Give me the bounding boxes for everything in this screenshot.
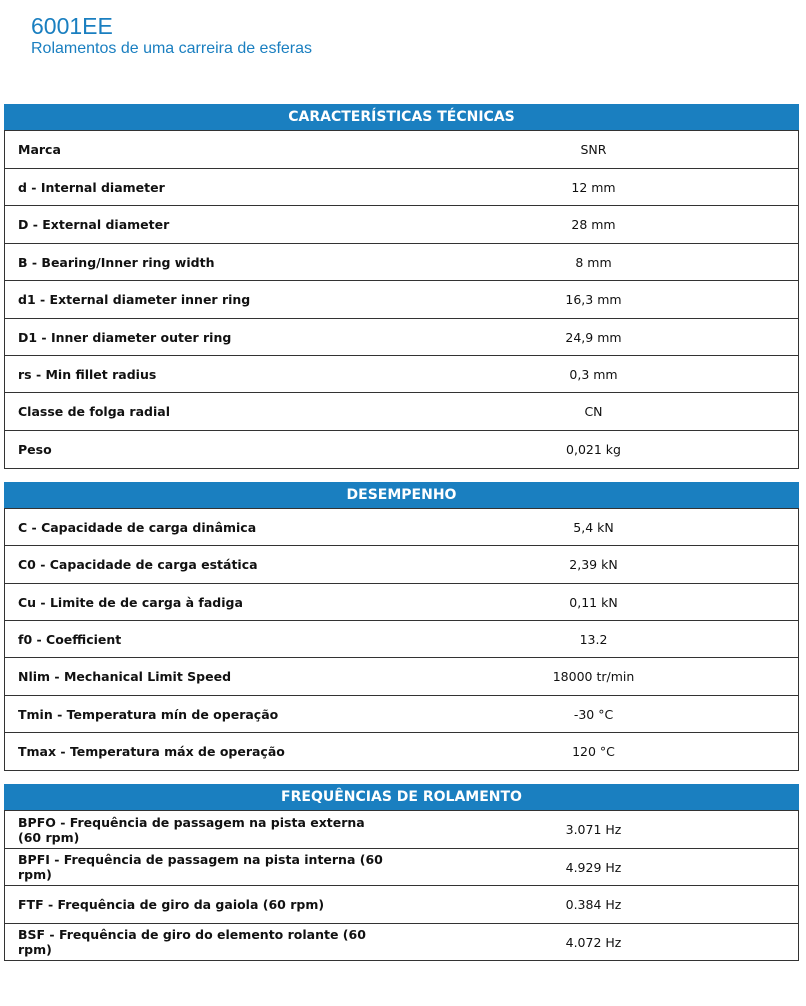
row-value: -30 °C [573,706,614,722]
table-row [5,923,798,960]
row-value: 12 mm [571,179,616,195]
row-label: B - Bearing/Inner ring width [18,254,215,270]
row-label: C - Capacidade de carga dinâmica [18,519,257,535]
row-label: Nlim - Mechanical Limit Speed [18,669,232,684]
row-label: d - Internal diameter [18,179,165,195]
row-label: C0 - Capacidade de carga estática [18,557,258,572]
row-value: SNR [580,142,607,157]
row-value: 3.071 Hz [565,822,622,837]
table-row [5,885,798,923]
row-label: d1 - External diameter inner ring [18,292,251,307]
row-label: D - External diameter [18,217,170,232]
table-row [5,243,798,280]
product-subtitle: Rolamentos de uma carreira de esferas [31,40,313,57]
table-row [5,545,798,583]
row-value: 0.384 Hz [565,897,622,912]
row-value: 16,3 mm [565,292,622,307]
table-row [5,657,798,695]
section-title: DESEMPENHO [4,482,799,508]
table-row [5,583,798,620]
table-row [5,848,798,885]
table-row [5,168,798,205]
table-row [5,732,798,770]
row-value: 8 mm [575,254,612,270]
row-value: 0,11 kN [569,594,618,610]
row-value: 2,39 kN [569,557,618,572]
row-label: FTF - Frequência de giro da gaiola (60 rpm) [18,897,325,912]
row-label: Peso [18,442,52,457]
row-value: 5,4 kN [573,519,614,535]
row-value: 24,9 mm [565,329,622,345]
row-value: 4.072 Hz [565,934,622,950]
table-row [5,280,798,318]
table-row [5,130,798,168]
section-title: FREQUÊNCIAS DE ROLAMENTO [4,784,799,810]
table-row [5,355,798,392]
row-value: CN [584,404,603,419]
table-row [5,620,798,657]
row-label: rs - Min fillet radius [18,366,157,382]
row-label: Cu - Limite de de carga à fadiga [18,594,243,610]
row-value: 28 mm [571,217,616,232]
table-row [5,810,798,848]
section-technical [4,104,799,469]
table-row [5,392,798,430]
table-row [5,430,798,468]
row-label: BSF - Frequência de giro do elemento rolante (60 rpm) [18,927,366,957]
table-row [5,695,798,732]
table-row [5,318,798,355]
row-label: f0 - Coefficient [18,631,122,647]
row-label: BPFI - Frequência de passagem na pista interna (60 rpm) [18,852,383,882]
row-value: 18000 tr/min [552,669,635,684]
row-value: 0,021 kg [566,442,621,457]
table-row [5,508,798,545]
row-label: Tmin - Temperatura mín de operação [18,706,279,722]
row-value: 4.929 Hz [565,859,622,875]
row-value: 0,3 mm [569,366,618,382]
page-header [31,12,312,58]
row-label: Marca [18,142,61,157]
row-label: BPFO - Frequência de passagem na pista externa (60 rpm) [18,814,365,845]
table-row [5,205,798,243]
row-value: 120 °C [572,744,615,759]
section-performance [4,482,799,771]
section-title: CARACTERÍSTICAS TÉCNICAS [4,104,799,130]
row-label: D1 - Inner diameter outer ring [18,329,232,345]
section-frequencies [4,784,799,961]
spec-table [4,810,799,961]
product-title: 6001EE [31,13,113,39]
row-label: Tmax - Temperatura máx de operação [18,744,285,759]
spec-table [4,130,799,469]
row-label: Classe de folga radial [18,404,170,419]
row-value: 13.2 [579,631,608,647]
spec-table [4,508,799,771]
